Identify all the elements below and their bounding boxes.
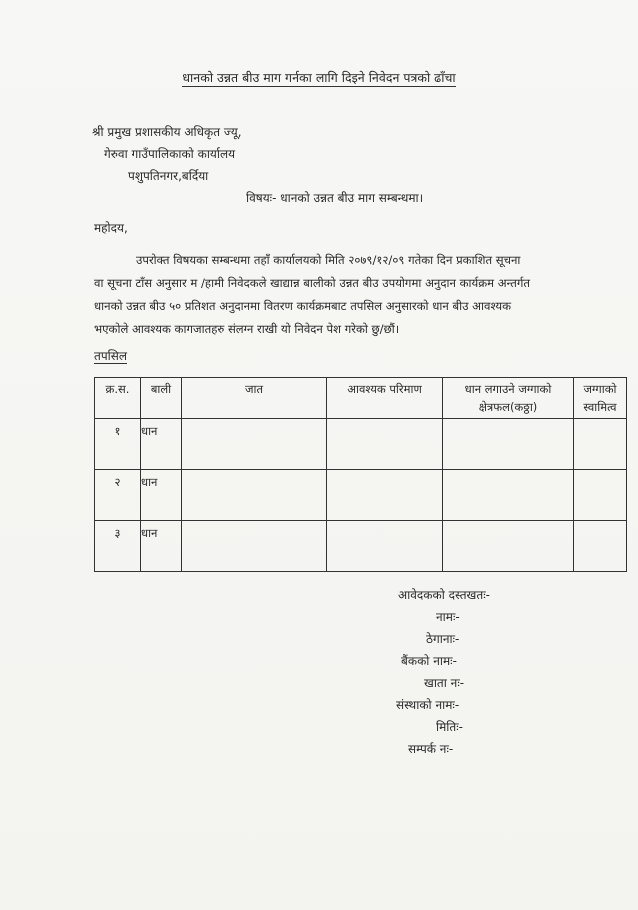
name-label: नामः- [436, 610, 460, 624]
date-label: मितिः- [436, 720, 463, 734]
cell-quantity [327, 419, 443, 470]
contact-number-label: सम्पर्क नः- [408, 742, 454, 756]
table-heading-text: तपसिल [94, 349, 128, 363]
header-land-area: धान लगाउने जग्गाको क्षेत्रफल(कठ्ठा) [443, 378, 574, 419]
body-paragraph [94, 249, 610, 341]
header-land-ownership: जग्गाको स्वामित्व [574, 378, 627, 419]
document-title [0, 70, 638, 86]
table-row [95, 521, 627, 572]
cell-land-ownership [574, 419, 627, 470]
cell-variety [182, 419, 327, 470]
table-row [95, 470, 627, 521]
header-variety: जात [182, 378, 327, 419]
table-heading [94, 348, 127, 364]
body-line: भएकोले आवश्यक कागजातहरु संलग्न राखी यो निवेदन पेश गरेको छु/छौं। [94, 322, 400, 336]
header-quantity: आवश्यक परिमाण [327, 378, 443, 419]
address-label: ठेगानाः- [426, 632, 460, 646]
cell-serial: ३ [95, 521, 141, 572]
cell-land-area [443, 521, 574, 572]
bank-name-label: बैंकको नामः- [401, 654, 457, 668]
salutation: महोदय, [94, 221, 128, 235]
cell-land-area [443, 419, 574, 470]
document-title-text: धानको उन्नत बीउ माग गर्नका लागि दिइने निवेदन पत्रको ढाँचा [182, 70, 456, 85]
cell-serial: १ [95, 419, 141, 470]
account-number-label: खाता नः- [424, 676, 465, 690]
header-crop: बाली [141, 378, 182, 419]
details-table [94, 377, 627, 572]
table-header-row [95, 378, 627, 419]
body-line: धानको उन्नत बीउ ५० प्रतिशत अनुदानमा वितरण कार्यक्रमबाट तपसिल अनुसारको धान बीउ आवश्यक [94, 299, 512, 313]
cell-serial: २ [95, 470, 141, 521]
organization-name-label: संस्थाको नामः- [396, 698, 460, 712]
cell-land-ownership [574, 521, 627, 572]
cell-variety [182, 470, 327, 521]
cell-variety [182, 521, 327, 572]
header-serial: क्र.स. [95, 378, 141, 419]
cell-quantity [327, 521, 443, 572]
recipient-line-1: श्री प्रमुख प्रशासकीय अधिकृत ज्यू, [92, 125, 242, 139]
subject-line: विषयः- धानको उन्नत बीउ माग सम्बन्धमा। [246, 191, 424, 205]
cell-crop: धान [141, 521, 182, 572]
recipient-line-3: पशुपतिनगर,बर्दिया [128, 169, 209, 183]
table-row [95, 419, 627, 470]
body-line: उपरोक्त विषयका सम्बन्धमा तहाँ कार्यालयको मिति २०७९/१२/०९ गतेका दिन प्रकाशित सूचना [136, 253, 521, 267]
cell-crop: धान [141, 470, 182, 521]
cell-land-ownership [574, 470, 627, 521]
body-line: वा सूचना टाँस अनुसार म /हामी निवेदकले खाद्यान्न बालीको उन्नत बीउ उपयोगमा अनुदान कार्यक्रम अन्तर्गत [94, 276, 530, 290]
recipient-line-2: गेरुवा गाउँपालिकाको कार्यालय [104, 147, 236, 161]
cell-land-area [443, 470, 574, 521]
cell-crop: धान [141, 419, 182, 470]
cell-quantity [327, 470, 443, 521]
signature-label: आवेदकको दस्तखतः- [398, 588, 490, 602]
